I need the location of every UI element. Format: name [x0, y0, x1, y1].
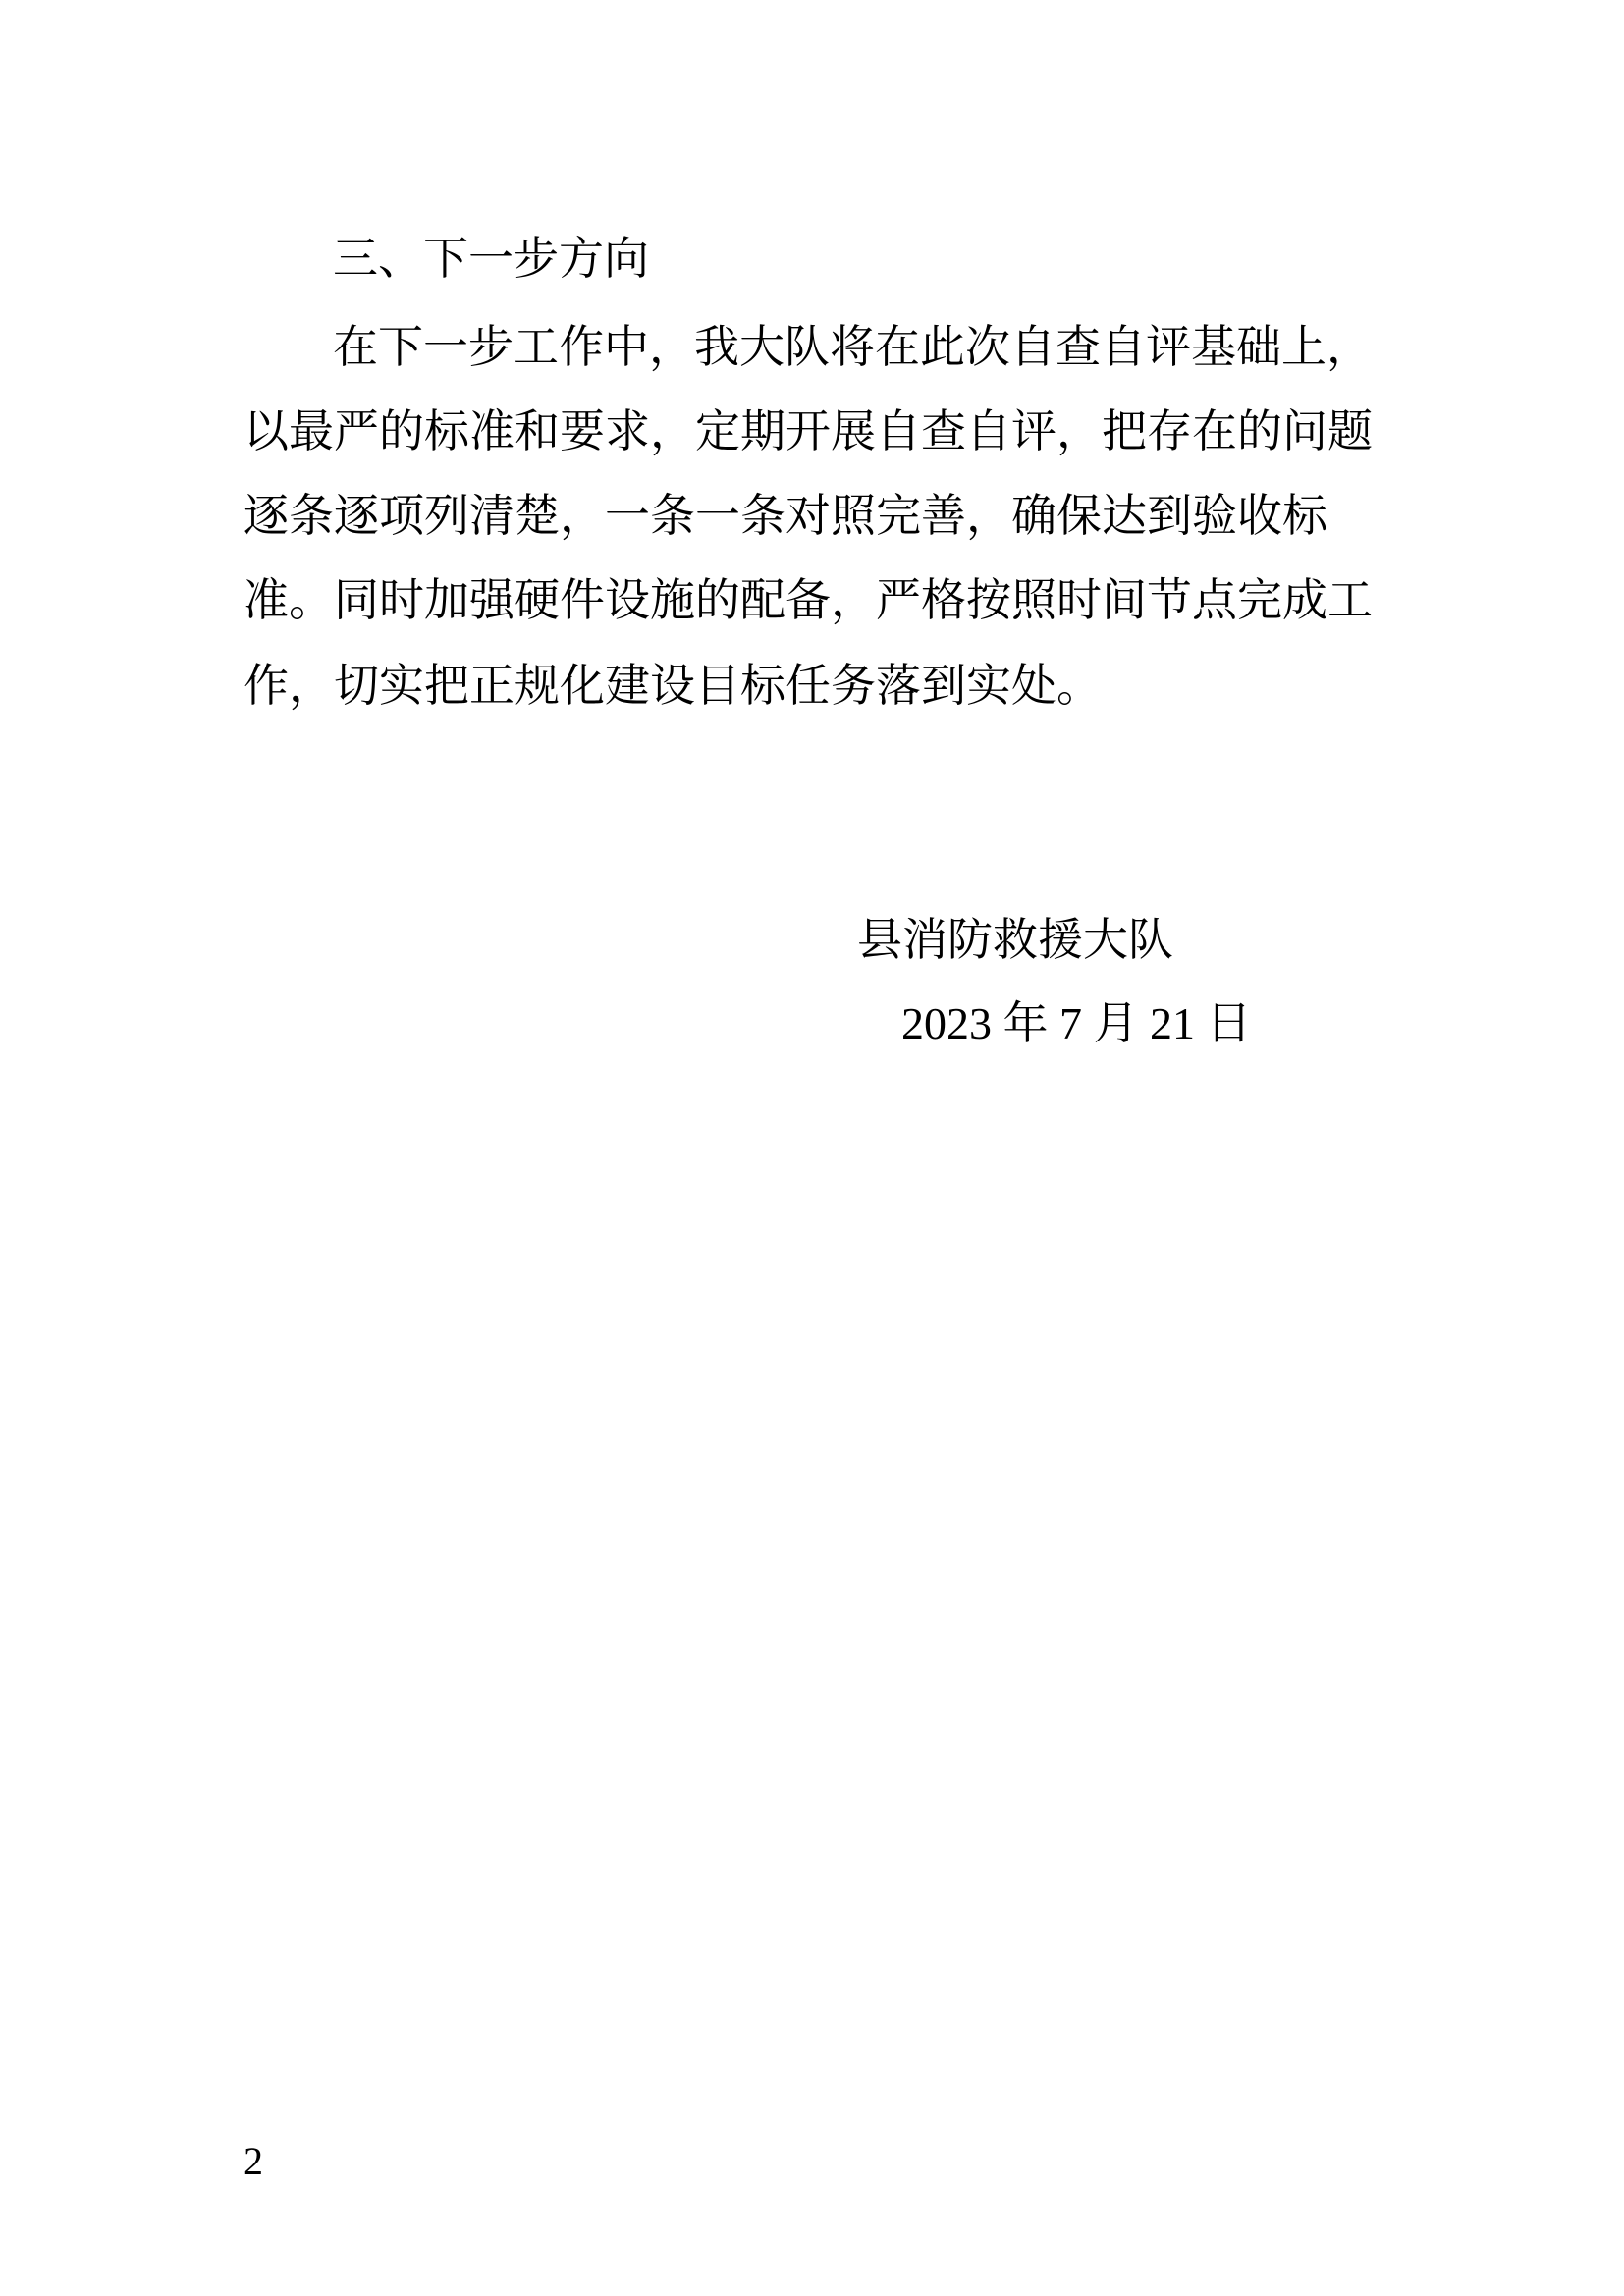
paragraph-line: 准。同时加强硬件设施的配备，严格按照时间节点完成工 [244, 573, 1373, 626]
signature-organization: 县消防救援大队 [857, 913, 1173, 966]
page-number: 2 [244, 2139, 263, 2183]
paragraph-line: 在下一步工作中，我大队将在此次自查自评基础上， [333, 320, 1372, 373]
paragraph-line: 以最严的标准和要求，定期开展自查自评，把存在的问题 [244, 404, 1373, 457]
paragraph-line: 作，切实把正规化建设目标任务落到实处。 [244, 659, 1102, 712]
section-heading: 三、下一步方向 [333, 232, 649, 285]
paragraph-line: 逐条逐项列清楚，一条一条对照完善，确保达到验收标 [244, 489, 1327, 542]
signature-date: 2023 年 7 月 21 日 [901, 998, 1252, 1048]
